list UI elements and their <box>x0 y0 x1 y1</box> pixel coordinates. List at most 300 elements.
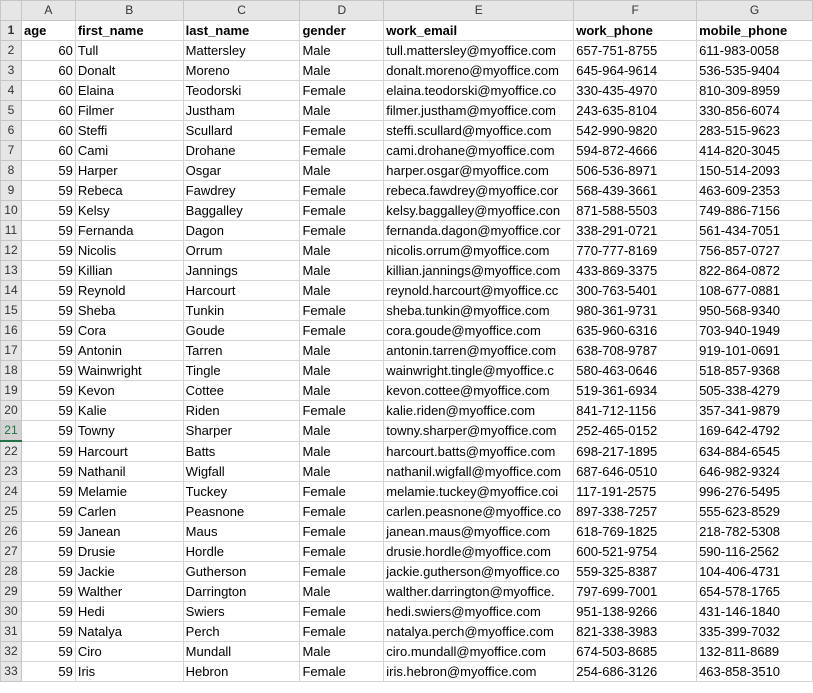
cell-mobile-phone[interactable]: 919-101-0691 <box>697 341 813 361</box>
row-number[interactable]: 16 <box>1 321 22 341</box>
row-number[interactable]: 18 <box>1 361 22 381</box>
table-row <box>1 502 813 522</box>
cell-last-name[interactable]: Harcourt <box>183 281 300 301</box>
cell-gender[interactable]: Male <box>300 462 384 482</box>
cell-mobile-phone[interactable]: 756-857-0727 <box>697 241 813 261</box>
cell-work-email[interactable]: elaina.teodorski@myoffice.co <box>384 81 574 101</box>
cell-age[interactable]: 60 <box>21 141 75 161</box>
cell-gender[interactable]: Male <box>300 101 384 121</box>
cell-age[interactable]: 59 <box>21 482 75 502</box>
cell-work-phone[interactable]: 897-338-7257 <box>574 502 697 522</box>
cell-last-name[interactable]: Tingle <box>183 361 300 381</box>
cell-mobile-phone[interactable]: 283-515-9623 <box>697 121 813 141</box>
cell-work-phone[interactable]: 519-361-6934 <box>574 381 697 401</box>
table-row <box>1 101 813 121</box>
cell-first-name[interactable]: Hedi <box>75 602 183 622</box>
cell-work-email[interactable]: donalt.moreno@myoffice.com <box>384 61 574 81</box>
cell-mobile-phone[interactable]: 634-884-6545 <box>697 441 813 462</box>
cell-gender[interactable]: Male <box>300 381 384 401</box>
cell-first-name[interactable]: Carlen <box>75 502 183 522</box>
table-row <box>1 321 813 341</box>
header-cell-last-name[interactable]: last_name <box>183 21 300 41</box>
cell-first-name[interactable]: Elaina <box>75 81 183 101</box>
cell-mobile-phone[interactable]: 463-858-3510 <box>697 662 813 682</box>
cell-work-email[interactable]: natalya.perch@myoffice.com <box>384 622 574 642</box>
cell-last-name[interactable]: Cottee <box>183 381 300 401</box>
cell-work-phone[interactable]: 674-503-8685 <box>574 642 697 662</box>
table-row <box>1 462 813 482</box>
cell-last-name[interactable]: Baggalley <box>183 201 300 221</box>
cell-last-name[interactable]: Swiers <box>183 602 300 622</box>
cell-first-name[interactable]: Rebeca <box>75 181 183 201</box>
cell-mobile-phone[interactable]: 611-983-0058 <box>697 41 813 61</box>
cell-last-name[interactable]: Mundall <box>183 642 300 662</box>
cell-work-email[interactable]: harper.osgar@myoffice.com <box>384 161 574 181</box>
table-row <box>1 361 813 381</box>
cell-first-name[interactable]: Towny <box>75 421 183 442</box>
cell-mobile-phone[interactable]: 561-434-7051 <box>697 221 813 241</box>
cell-mobile-phone[interactable]: 654-578-1765 <box>697 582 813 602</box>
cell-gender[interactable]: Female <box>300 321 384 341</box>
cell-mobile-phone[interactable]: 555-623-8529 <box>697 502 813 522</box>
cell-last-name[interactable]: Teodorski <box>183 81 300 101</box>
cell-gender[interactable]: Female <box>300 81 384 101</box>
cell-work-email[interactable]: reynold.harcourt@myoffice.cc <box>384 281 574 301</box>
cell-first-name[interactable]: Steffi <box>75 121 183 141</box>
row-number[interactable]: 4 <box>1 81 22 101</box>
cell-work-email[interactable]: sheba.tunkin@myoffice.com <box>384 301 574 321</box>
cell-work-phone[interactable]: 600-521-9754 <box>574 542 697 562</box>
cell-gender[interactable]: Female <box>300 562 384 582</box>
table-row <box>1 441 813 462</box>
table-row <box>1 381 813 401</box>
cell-work-email[interactable]: nathanil.wigfall@myoffice.com <box>384 462 574 482</box>
cell-last-name[interactable]: Batts <box>183 441 300 462</box>
cell-age[interactable]: 59 <box>21 502 75 522</box>
cell-age[interactable]: 59 <box>21 522 75 542</box>
column-header-d[interactable]: D <box>300 1 384 21</box>
table-row <box>1 221 813 241</box>
row-number[interactable]: 32 <box>1 642 22 662</box>
cell-age[interactable]: 59 <box>21 361 75 381</box>
cell-gender[interactable]: Female <box>300 622 384 642</box>
cell-mobile-phone[interactable]: 536-535-9404 <box>697 61 813 81</box>
row-number[interactable]: 10 <box>1 201 22 221</box>
cell-age[interactable]: 60 <box>21 41 75 61</box>
cell-work-email[interactable]: filmer.justham@myoffice.com <box>384 101 574 121</box>
cell-work-email[interactable]: tull.mattersley@myoffice.com <box>384 41 574 61</box>
table-row <box>1 121 813 141</box>
cell-last-name[interactable]: Orrum <box>183 241 300 261</box>
cell-work-phone[interactable]: 657-751-8755 <box>574 41 697 61</box>
cell-age[interactable]: 59 <box>21 642 75 662</box>
cell-first-name[interactable]: Fernanda <box>75 221 183 241</box>
row-number[interactable]: 1 <box>1 21 22 41</box>
cell-gender[interactable]: Male <box>300 421 384 442</box>
table-row <box>1 522 813 542</box>
cell-work-phone[interactable]: 698-217-1895 <box>574 441 697 462</box>
cell-first-name[interactable]: Kelsy <box>75 201 183 221</box>
cell-last-name[interactable]: Justham <box>183 101 300 121</box>
cell-age[interactable]: 59 <box>21 321 75 341</box>
cell-work-phone[interactable]: 645-964-9614 <box>574 61 697 81</box>
cell-last-name[interactable]: Gutherson <box>183 562 300 582</box>
table-row <box>1 542 813 562</box>
cell-age[interactable]: 59 <box>21 602 75 622</box>
row-number[interactable]: 8 <box>1 161 22 181</box>
row-number[interactable]: 24 <box>1 482 22 502</box>
row-number[interactable]: 29 <box>1 582 22 602</box>
cell-age[interactable]: 60 <box>21 121 75 141</box>
cell-last-name[interactable]: Jannings <box>183 261 300 281</box>
cell-age[interactable]: 59 <box>21 381 75 401</box>
cell-work-phone[interactable]: 797-699-7001 <box>574 582 697 602</box>
cell-work-phone[interactable]: 559-325-8387 <box>574 562 697 582</box>
cell-gender[interactable]: Male <box>300 582 384 602</box>
table-row <box>1 562 813 582</box>
cell-age[interactable]: 59 <box>21 622 75 642</box>
cell-gender[interactable]: Male <box>300 261 384 281</box>
cell-mobile-phone[interactable]: 330-856-6074 <box>697 101 813 121</box>
cell-work-phone[interactable]: 980-361-9731 <box>574 301 697 321</box>
cell-age[interactable]: 60 <box>21 101 75 121</box>
cell-last-name[interactable]: Peasnone <box>183 502 300 522</box>
cell-gender[interactable]: Male <box>300 41 384 61</box>
cell-mobile-phone[interactable]: 218-782-5308 <box>697 522 813 542</box>
row-number[interactable]: 28 <box>1 562 22 582</box>
cell-gender[interactable]: Male <box>300 341 384 361</box>
cell-gender[interactable]: Female <box>300 662 384 682</box>
cell-last-name[interactable]: Hebron <box>183 662 300 682</box>
row-number[interactable]: 30 <box>1 602 22 622</box>
cell-work-phone[interactable]: 871-588-5503 <box>574 201 697 221</box>
cell-first-name[interactable]: Kalie <box>75 401 183 421</box>
cell-first-name[interactable]: Harcourt <box>75 441 183 462</box>
cell-first-name[interactable]: Ciro <box>75 642 183 662</box>
cell-first-name[interactable]: Reynold <box>75 281 183 301</box>
cell-mobile-phone[interactable]: 646-982-9324 <box>697 462 813 482</box>
cell-work-email[interactable]: carlen.peasnone@myoffice.co <box>384 502 574 522</box>
cell-first-name[interactable]: Natalya <box>75 622 183 642</box>
row-number[interactable]: 26 <box>1 522 22 542</box>
cell-work-email[interactable]: janean.maus@myoffice.com <box>384 522 574 542</box>
cell-mobile-phone[interactable]: 150-514-2093 <box>697 161 813 181</box>
cell-age[interactable]: 59 <box>21 201 75 221</box>
cell-gender[interactable]: Female <box>300 522 384 542</box>
cell-work-phone[interactable]: 433-869-3375 <box>574 261 697 281</box>
row-number[interactable]: 11 <box>1 221 22 241</box>
column-header-b[interactable]: B <box>75 1 183 21</box>
cell-work-phone[interactable]: 568-439-3661 <box>574 181 697 201</box>
row-number[interactable]: 2 <box>1 41 22 61</box>
cell-mobile-phone[interactable]: 518-857-9368 <box>697 361 813 381</box>
cell-work-email[interactable]: steffi.scullard@myoffice.com <box>384 121 574 141</box>
cell-last-name[interactable]: Drohane <box>183 141 300 161</box>
cell-gender[interactable]: Female <box>300 301 384 321</box>
cell-work-email[interactable]: killian.jannings@myoffice.com <box>384 261 574 281</box>
cell-first-name[interactable]: Harper <box>75 161 183 181</box>
table-row <box>1 281 813 301</box>
header-cell-work-phone[interactable]: work_phone <box>574 21 697 41</box>
table-row <box>1 602 813 622</box>
cell-gender[interactable]: Male <box>300 361 384 381</box>
cell-mobile-phone[interactable]: 749-886-7156 <box>697 201 813 221</box>
cell-last-name[interactable]: Perch <box>183 622 300 642</box>
cell-mobile-phone[interactable]: 169-642-4792 <box>697 421 813 442</box>
cell-age[interactable]: 59 <box>21 421 75 442</box>
cell-first-name[interactable]: Antonin <box>75 341 183 361</box>
cell-mobile-phone[interactable]: 132-811-8689 <box>697 642 813 662</box>
row-number[interactable]: 21 <box>1 421 22 442</box>
cell-gender[interactable]: Female <box>300 141 384 161</box>
cell-gender[interactable]: Female <box>300 482 384 502</box>
row-number[interactable]: 7 <box>1 141 22 161</box>
cell-last-name[interactable]: Moreno <box>183 61 300 81</box>
cell-mobile-phone[interactable]: 590-116-2562 <box>697 542 813 562</box>
cell-last-name[interactable]: Hordle <box>183 542 300 562</box>
column-header-a[interactable]: A <box>21 1 75 21</box>
cell-work-email[interactable]: rebeca.fawdrey@myoffice.cor <box>384 181 574 201</box>
cell-age[interactable]: 59 <box>21 241 75 261</box>
cell-first-name[interactable]: Filmer <box>75 101 183 121</box>
cell-work-email[interactable]: cami.drohane@myoffice.com <box>384 141 574 161</box>
table-row <box>1 141 813 161</box>
row-number[interactable]: 23 <box>1 462 22 482</box>
cell-last-name[interactable]: Goude <box>183 321 300 341</box>
cell-work-phone[interactable]: 580-463-0646 <box>574 361 697 381</box>
cell-first-name[interactable]: Wainwright <box>75 361 183 381</box>
cell-mobile-phone[interactable]: 104-406-4731 <box>697 562 813 582</box>
row-number[interactable]: 14 <box>1 281 22 301</box>
cell-last-name[interactable]: Osgar <box>183 161 300 181</box>
cell-mobile-phone[interactable]: 505-338-4279 <box>697 381 813 401</box>
cell-first-name[interactable]: Iris <box>75 662 183 682</box>
cell-age[interactable]: 59 <box>21 582 75 602</box>
cell-work-email[interactable]: melamie.tuckey@myoffice.coi <box>384 482 574 502</box>
cell-work-email[interactable]: antonin.tarren@myoffice.com <box>384 341 574 361</box>
cell-mobile-phone[interactable]: 357-341-9879 <box>697 401 813 421</box>
column-header-row <box>1 1 813 21</box>
cell-gender[interactable]: Male <box>300 161 384 181</box>
cell-work-phone[interactable]: 770-777-8169 <box>574 241 697 261</box>
cell-work-phone[interactable]: 330-435-4970 <box>574 81 697 101</box>
cell-mobile-phone[interactable]: 108-677-0881 <box>697 281 813 301</box>
cell-gender[interactable]: Female <box>300 121 384 141</box>
cell-gender[interactable]: Female <box>300 401 384 421</box>
header-cell-work-email[interactable]: work_email <box>384 21 574 41</box>
cell-age[interactable]: 59 <box>21 562 75 582</box>
cell-age[interactable]: 59 <box>21 281 75 301</box>
row-number[interactable]: 25 <box>1 502 22 522</box>
cell-age[interactable]: 60 <box>21 81 75 101</box>
cell-work-email[interactable]: iris.hebron@myoffice.com <box>384 662 574 682</box>
cell-first-name[interactable]: Nicolis <box>75 241 183 261</box>
cell-age[interactable]: 59 <box>21 401 75 421</box>
cell-gender[interactable]: Female <box>300 181 384 201</box>
row-number[interactable]: 15 <box>1 301 22 321</box>
cell-last-name[interactable]: Tunkin <box>183 301 300 321</box>
cell-gender[interactable]: Male <box>300 281 384 301</box>
cell-age[interactable]: 59 <box>21 341 75 361</box>
row-number[interactable]: 12 <box>1 241 22 261</box>
cell-last-name[interactable]: Tarren <box>183 341 300 361</box>
cell-age[interactable]: 59 <box>21 301 75 321</box>
table-row <box>1 201 813 221</box>
cell-mobile-phone[interactable]: 431-146-1840 <box>697 602 813 622</box>
cell-first-name[interactable]: Kevon <box>75 381 183 401</box>
cell-last-name[interactable]: Darrington <box>183 582 300 602</box>
column-header-c[interactable]: C <box>183 1 300 21</box>
row-number[interactable]: 6 <box>1 121 22 141</box>
cell-work-phone[interactable]: 951-138-9266 <box>574 602 697 622</box>
header-cell-first-name[interactable]: first_name <box>75 21 183 41</box>
cell-work-phone[interactable]: 594-872-4666 <box>574 141 697 161</box>
column-header-f[interactable]: F <box>574 1 697 21</box>
table-row <box>1 482 813 502</box>
cell-first-name[interactable]: Killian <box>75 261 183 281</box>
cell-work-phone[interactable]: 243-635-8104 <box>574 101 697 121</box>
field-header-row <box>1 21 813 41</box>
cell-work-phone[interactable]: 542-990-9820 <box>574 121 697 141</box>
table-row <box>1 341 813 361</box>
cell-work-phone[interactable]: 841-712-1156 <box>574 401 697 421</box>
cell-last-name[interactable]: Maus <box>183 522 300 542</box>
cell-mobile-phone[interactable]: 703-940-1949 <box>697 321 813 341</box>
cell-gender[interactable]: Male <box>300 642 384 662</box>
cell-age[interactable]: 59 <box>21 441 75 462</box>
row-number[interactable]: 33 <box>1 662 22 682</box>
select-all-corner[interactable] <box>1 1 22 21</box>
cell-age[interactable]: 59 <box>21 261 75 281</box>
row-number[interactable]: 9 <box>1 181 22 201</box>
table-row <box>1 261 813 281</box>
row-number[interactable]: 27 <box>1 542 22 562</box>
cell-work-email[interactable]: drusie.hordle@myoffice.com <box>384 542 574 562</box>
row-number[interactable]: 31 <box>1 622 22 642</box>
cell-work-email[interactable]: towny.sharper@myoffice.com <box>384 421 574 442</box>
column-header-e[interactable]: E <box>384 1 574 21</box>
cell-work-phone[interactable]: 821-338-3983 <box>574 622 697 642</box>
cell-age[interactable]: 59 <box>21 542 75 562</box>
header-cell-mobile-phone[interactable]: mobile_phone <box>697 21 813 41</box>
table-row <box>1 181 813 201</box>
cell-work-email[interactable]: fernanda.dagon@myoffice.cor <box>384 221 574 241</box>
cell-first-name[interactable]: Walther <box>75 582 183 602</box>
cell-work-email[interactable]: kelsy.baggalley@myoffice.con <box>384 201 574 221</box>
cell-first-name[interactable]: Janean <box>75 522 183 542</box>
cell-gender[interactable]: Female <box>300 502 384 522</box>
cell-age[interactable]: 59 <box>21 462 75 482</box>
cell-age[interactable]: 59 <box>21 662 75 682</box>
cell-gender[interactable]: Male <box>300 441 384 462</box>
cell-first-name[interactable]: Drusie <box>75 542 183 562</box>
cell-mobile-phone[interactable]: 335-399-7032 <box>697 622 813 642</box>
cell-age[interactable]: 59 <box>21 181 75 201</box>
row-number[interactable]: 17 <box>1 341 22 361</box>
cell-gender[interactable]: Male <box>300 241 384 261</box>
column-header-g[interactable]: G <box>697 1 813 21</box>
cell-last-name[interactable]: Sharper <box>183 421 300 442</box>
cell-last-name[interactable]: Mattersley <box>183 41 300 61</box>
row-number[interactable]: 13 <box>1 261 22 281</box>
table-row <box>1 662 813 682</box>
cell-work-phone[interactable]: 687-646-0510 <box>574 462 697 482</box>
table-row <box>1 61 813 81</box>
cell-gender[interactable]: Male <box>300 61 384 81</box>
cell-first-name[interactable]: Melamie <box>75 482 183 502</box>
row-number[interactable]: 19 <box>1 381 22 401</box>
cell-gender[interactable]: Female <box>300 602 384 622</box>
cell-work-email[interactable]: walther.darrington@myoffice. <box>384 582 574 602</box>
header-cell-age[interactable]: age <box>21 21 75 41</box>
cell-first-name[interactable]: Cora <box>75 321 183 341</box>
cell-first-name[interactable]: Jackie <box>75 562 183 582</box>
cell-first-name[interactable]: Donalt <box>75 61 183 81</box>
table-row <box>1 421 813 442</box>
cell-work-phone[interactable]: 254-686-3126 <box>574 662 697 682</box>
cell-mobile-phone[interactable]: 822-864-0872 <box>697 261 813 281</box>
cell-work-phone[interactable]: 618-769-1825 <box>574 522 697 542</box>
cell-mobile-phone[interactable]: 463-609-2353 <box>697 181 813 201</box>
cell-work-phone[interactable]: 506-536-8971 <box>574 161 697 181</box>
row-number[interactable]: 5 <box>1 101 22 121</box>
cell-first-name[interactable]: Sheba <box>75 301 183 321</box>
cell-gender[interactable]: Female <box>300 221 384 241</box>
cell-age[interactable]: 59 <box>21 161 75 181</box>
cell-last-name[interactable]: Riden <box>183 401 300 421</box>
table-row <box>1 582 813 602</box>
cell-first-name[interactable]: Tull <box>75 41 183 61</box>
cell-work-email[interactable]: kevon.cottee@myoffice.com <box>384 381 574 401</box>
header-cell-gender[interactable]: gender <box>300 21 384 41</box>
cell-work-email[interactable]: hedi.swiers@myoffice.com <box>384 602 574 622</box>
cell-work-phone[interactable]: 338-291-0721 <box>574 221 697 241</box>
cell-first-name[interactable]: Cami <box>75 141 183 161</box>
cell-last-name[interactable]: Wigfall <box>183 462 300 482</box>
cell-work-email[interactable]: ciro.mundall@myoffice.com <box>384 642 574 662</box>
table-row <box>1 241 813 261</box>
cell-work-phone[interactable]: 252-465-0152 <box>574 421 697 442</box>
cell-mobile-phone[interactable]: 996-276-5495 <box>697 482 813 502</box>
table-row <box>1 622 813 642</box>
cell-work-email[interactable]: wainwright.tingle@myoffice.c <box>384 361 574 381</box>
cell-work-email[interactable]: harcourt.batts@myoffice.com <box>384 441 574 462</box>
cell-mobile-phone[interactable]: 810-309-8959 <box>697 81 813 101</box>
cell-work-phone[interactable]: 117-191-2575 <box>574 482 697 502</box>
row-number[interactable]: 20 <box>1 401 22 421</box>
cell-work-email[interactable]: nicolis.orrum@myoffice.com <box>384 241 574 261</box>
cell-work-phone[interactable]: 300-763-5401 <box>574 281 697 301</box>
cell-age[interactable]: 59 <box>21 221 75 241</box>
cell-age[interactable]: 60 <box>21 61 75 81</box>
cell-mobile-phone[interactable]: 414-820-3045 <box>697 141 813 161</box>
cell-last-name[interactable]: Scullard <box>183 121 300 141</box>
row-number[interactable]: 3 <box>1 61 22 81</box>
cell-work-email[interactable]: kalie.riden@myoffice.com <box>384 401 574 421</box>
cell-work-phone[interactable]: 638-708-9787 <box>574 341 697 361</box>
cell-last-name[interactable]: Fawdrey <box>183 181 300 201</box>
cell-last-name[interactable]: Tuckey <box>183 482 300 502</box>
cell-work-email[interactable]: jackie.gutherson@myoffice.co <box>384 562 574 582</box>
cell-work-email[interactable]: cora.goude@myoffice.com <box>384 321 574 341</box>
row-number[interactable]: 22 <box>1 441 22 462</box>
cell-gender[interactable]: Female <box>300 201 384 221</box>
cell-gender[interactable]: Female <box>300 542 384 562</box>
cell-mobile-phone[interactable]: 950-568-9340 <box>697 301 813 321</box>
cell-work-phone[interactable]: 635-960-6316 <box>574 321 697 341</box>
cell-first-name[interactable]: Nathanil <box>75 462 183 482</box>
cell-last-name[interactable]: Dagon <box>183 221 300 241</box>
